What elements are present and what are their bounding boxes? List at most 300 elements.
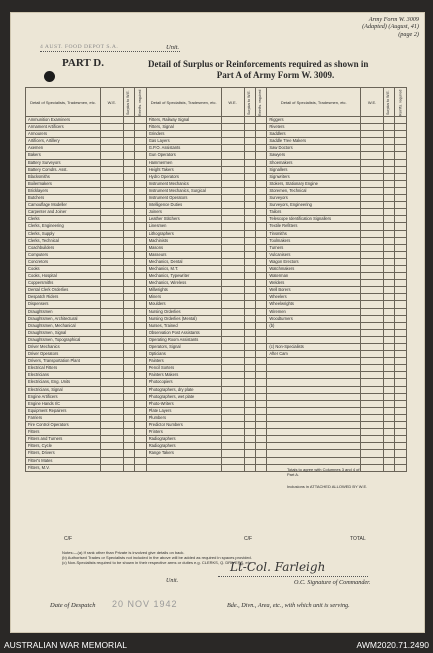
we-cell: [221, 386, 244, 393]
we-cell: [100, 429, 123, 436]
table-row: [26, 429, 407, 436]
surplus-cell: [244, 180, 255, 187]
specialist-cell: Fitters, Cycle: [26, 443, 101, 450]
reinf-cell: [255, 145, 266, 152]
reinf-cell: [395, 117, 407, 124]
punch-hole: [44, 71, 55, 82]
reinf-cell: [135, 258, 146, 265]
reinf-cell: [255, 322, 266, 329]
reinf-cell: [135, 344, 146, 351]
we-cell: [221, 372, 244, 379]
specialist-cell: Boilermakers: [26, 180, 101, 187]
we-cell: [100, 187, 123, 194]
specialist-cell: Cooks: [26, 265, 101, 272]
reinf-cell: [395, 244, 407, 251]
specialist-cell: [267, 372, 361, 379]
footer-institution: AUSTRALIAN WAR MEMORIAL: [4, 640, 127, 650]
reinf-cell: [135, 209, 146, 216]
we-cell: [361, 393, 384, 400]
surplus-cell: [244, 187, 255, 194]
surplus-cell: [383, 336, 394, 343]
surplus-cell: [244, 195, 255, 202]
we-cell: [361, 202, 384, 209]
surplus-cell: [383, 265, 394, 272]
we-cell: [221, 301, 244, 308]
specialist-cell: Engine Hands I/C: [26, 400, 101, 407]
we-cell: [361, 329, 384, 336]
surplus-cell: [123, 365, 134, 372]
reinf-cell: [255, 400, 266, 407]
we-cell: [361, 138, 384, 145]
surplus-cell: [244, 386, 255, 393]
we-cell: [221, 315, 244, 322]
reinf-cell: [395, 187, 407, 194]
specialist-cell: Pencil Sorters: [146, 365, 221, 372]
surplus-cell: [383, 216, 394, 223]
we-cell: [221, 351, 244, 358]
surplus-cell: [383, 443, 394, 450]
we-cell: [100, 322, 123, 329]
reinf-cell: [255, 138, 266, 145]
surplus-cell: [383, 166, 394, 173]
we-cell: [361, 322, 384, 329]
table-row: [26, 386, 407, 393]
reinf-cell: [395, 195, 407, 202]
surplus-cell: [383, 393, 394, 400]
specialist-cell: Fitters, Signal: [146, 124, 221, 131]
reinf-cell: [135, 464, 146, 471]
we-cell: [100, 237, 123, 244]
surplus-cell: [123, 195, 134, 202]
we-cell: [221, 358, 244, 365]
surplus-cell: [244, 322, 255, 329]
surplus-cell: [244, 251, 255, 258]
specialist-cell: [267, 386, 361, 393]
specialist-cell: Engine Artificers: [26, 393, 101, 400]
reinf-cell: [135, 400, 146, 407]
surplus-cell: [383, 407, 394, 414]
we-cell: [221, 265, 244, 272]
surplus-cell: [244, 344, 255, 351]
reinf-cell: [395, 464, 407, 471]
we-cell: [100, 365, 123, 372]
we-cell: [221, 166, 244, 173]
surplus-cell: [244, 351, 255, 358]
specialist-cell: Surveyors: [267, 195, 361, 202]
col-header-we: W.E.: [221, 88, 244, 117]
surplus-cell: [383, 301, 394, 308]
specialist-cell: [267, 436, 361, 443]
surplus-cell: [383, 436, 394, 443]
surplus-cell: [123, 400, 134, 407]
surplus-cell: [123, 244, 134, 251]
table-row: [26, 294, 407, 301]
form-adapted: (Adapted) (August, 41): [362, 23, 419, 31]
table-row: [26, 280, 407, 287]
reinf-cell: [135, 457, 146, 464]
surplus-cell: [383, 152, 394, 159]
col-header-specialists: Detail of Specialists, Tradesmen, etc.: [26, 88, 101, 117]
specialist-cell: Instrument Mechanics: [146, 180, 221, 187]
specialist-cell: Draughtsmen, Mechanical: [26, 322, 101, 329]
specialist-cell: Concretors: [26, 258, 101, 265]
we-cell: [100, 336, 123, 343]
notes: [62, 551, 252, 565]
specialist-cell: [267, 365, 361, 372]
specialist-cell: [267, 457, 361, 464]
specialist-cell: [267, 393, 361, 400]
specialist-cell: Camouflage Modeller: [26, 202, 101, 209]
surplus-cell: [244, 138, 255, 145]
reinf-cell: [135, 393, 146, 400]
we-cell: [221, 131, 244, 138]
surplus-cell: [123, 173, 134, 180]
we-cell: [361, 400, 384, 407]
we-cell: [361, 187, 384, 194]
surplus-cell: [123, 124, 134, 131]
reinf-cell: [255, 414, 266, 421]
surplus-cell: [244, 358, 255, 365]
we-cell: [100, 124, 123, 131]
we-cell: [361, 152, 384, 159]
reinf-cell: [395, 386, 407, 393]
table-row: [26, 152, 407, 159]
commander-signature: Lt-Col. Farleigh: [230, 560, 326, 574]
specialist-cell: Saddlers: [267, 131, 361, 138]
reinf-cell: [135, 351, 146, 358]
table-row: [26, 301, 407, 308]
reinf-cell: [135, 237, 146, 244]
specialist-cell: Driver Operators: [26, 351, 101, 358]
specialist-cell: Drivers, Transportation Plant: [26, 358, 101, 365]
reinf-cell: [135, 265, 146, 272]
reinf-cell: [135, 315, 146, 322]
specialist-cell: Radiographers: [146, 436, 221, 443]
we-cell: [221, 251, 244, 258]
col-header-we: W.E.: [361, 88, 384, 117]
reinf-cell: [135, 131, 146, 138]
surplus-cell: [383, 400, 394, 407]
surplus-cell: [123, 287, 134, 294]
we-cell: [221, 407, 244, 414]
specialist-cell: Draughtsmen, Topographical: [26, 336, 101, 343]
surplus-cell: [123, 429, 134, 436]
surplus-cell: [383, 358, 394, 365]
surplus-cell: [123, 308, 134, 315]
specialist-cell: Telescope Identification Signallers: [267, 216, 361, 223]
reinf-cell: [395, 216, 407, 223]
col-header-surplus: Surplus to W.E.: [383, 88, 394, 117]
surplus-cell: [244, 308, 255, 315]
specialist-cell: Textile Refitters: [267, 223, 361, 230]
reinf-cell: [395, 273, 407, 280]
specialist-cell: Nursing Orderlies (Mental): [146, 315, 221, 322]
surplus-cell: [244, 202, 255, 209]
we-cell: [100, 450, 123, 457]
we-cell: [221, 124, 244, 131]
surplus-cell: [383, 173, 394, 180]
specialist-cell: [267, 414, 361, 421]
we-cell: [361, 230, 384, 237]
col-header-we: W.E.: [100, 88, 123, 117]
reinf-cell: [395, 393, 407, 400]
we-cell: [361, 379, 384, 386]
specialist-cell: Plumbers: [146, 414, 221, 421]
table-row: [26, 372, 407, 379]
carried-forward-label: C/F: [64, 536, 73, 542]
surplus-cell: [383, 180, 394, 187]
surplus-cell: [383, 414, 394, 421]
we-cell: [100, 202, 123, 209]
specialist-cell: Instrument Operators: [146, 195, 221, 202]
reinf-cell: [395, 308, 407, 315]
unit-label-bottom: Unit.: [166, 578, 179, 584]
surplus-cell: [383, 315, 394, 322]
table-row: [26, 117, 407, 124]
reinf-cell: [255, 336, 266, 343]
specialist-cell: Cooks, Hospital: [26, 273, 101, 280]
surplus-cell: [244, 422, 255, 429]
reinf-cell: [135, 301, 146, 308]
surplus-cell: [123, 237, 134, 244]
surplus-cell: [244, 173, 255, 180]
table-row: [26, 414, 407, 421]
surplus-cell: [123, 223, 134, 230]
reinf-cell: [395, 301, 407, 308]
we-cell: [100, 443, 123, 450]
reinf-cell: [255, 457, 266, 464]
specialist-cell: Photographers, wet plate: [146, 393, 221, 400]
we-cell: [221, 443, 244, 450]
surplus-cell: [123, 372, 134, 379]
surplus-cell: [123, 329, 134, 336]
surplus-cell: [383, 464, 394, 471]
reinf-cell: [255, 223, 266, 230]
table-row: [26, 443, 407, 450]
specialist-cell: Surveyors, Engineering: [267, 202, 361, 209]
specialist-cell: Storemen, Technical: [267, 187, 361, 194]
reinf-cell: [255, 180, 266, 187]
reinf-cell: [135, 280, 146, 287]
surplus-cell: [244, 429, 255, 436]
reinf-cell: [255, 230, 266, 237]
table-row: [26, 287, 407, 294]
we-cell: [361, 145, 384, 152]
surplus-cell: [123, 258, 134, 265]
reinf-cell: [135, 230, 146, 237]
reinf-cell: [395, 258, 407, 265]
reinf-cell: [255, 237, 266, 244]
reinf-cell: [135, 152, 146, 159]
surplus-cell: [123, 414, 134, 421]
we-cell: [100, 358, 123, 365]
specialist-cell: Photocopiers: [146, 379, 221, 386]
reinf-cell: [255, 294, 266, 301]
we-cell: [361, 386, 384, 393]
table-row: [26, 358, 407, 365]
specialist-cell: Computers: [26, 251, 101, 258]
surplus-cell: [123, 322, 134, 329]
we-cell: [221, 450, 244, 457]
reinf-cell: [255, 195, 266, 202]
specialist-cell: Wheelers: [267, 294, 361, 301]
we-cell: [221, 202, 244, 209]
reinf-cell: [255, 117, 266, 124]
surplus-cell: [383, 273, 394, 280]
we-cell: [100, 436, 123, 443]
surplus-cell: [123, 386, 134, 393]
we-cell: [221, 329, 244, 336]
table-row: [26, 202, 407, 209]
we-cell: [221, 195, 244, 202]
specialist-cell: Operators, Signal: [146, 344, 221, 351]
we-cell: [221, 414, 244, 421]
table-row: [26, 315, 407, 322]
reinf-cell: [395, 365, 407, 372]
surplus-cell: [383, 145, 394, 152]
specialist-cell: Wheelwrights: [267, 301, 361, 308]
we-cell: [100, 223, 123, 230]
specialist-cell: Machinists: [146, 237, 221, 244]
specialist-cell: Turners: [267, 244, 361, 251]
we-cell: [100, 393, 123, 400]
table-header-row: [26, 88, 407, 117]
specialist-cell: Electrical Fitters: [26, 365, 101, 372]
specialist-cell: Farriers: [26, 414, 101, 421]
reinf-cell: [395, 138, 407, 145]
surplus-cell: [383, 124, 394, 131]
reinf-cell: [135, 187, 146, 194]
surplus-cell: [383, 457, 394, 464]
reinf-cell: [135, 145, 146, 152]
we-cell: [100, 308, 123, 315]
we-cell: [100, 464, 123, 471]
reinf-cell: [135, 124, 146, 131]
we-cell: [221, 344, 244, 351]
reinf-cell: [135, 422, 146, 429]
specialist-cell: [146, 464, 221, 471]
surplus-cell: [123, 450, 134, 457]
surplus-cell: [244, 400, 255, 407]
surplus-cell: [383, 117, 394, 124]
surplus-cell: [383, 365, 394, 372]
we-cell: [361, 457, 384, 464]
specialist-cell: Predictor Numbers: [146, 422, 221, 429]
we-cell: [221, 294, 244, 301]
reinf-cell: [395, 287, 407, 294]
totals-label: Totals to agree with Columnes 3 and 4 of Part A.: [287, 467, 360, 477]
formation-label: Bde., Divn., Area, etc., with which unit is serving.: [227, 602, 350, 609]
we-cell: [100, 287, 123, 294]
we-cell: [100, 351, 123, 358]
we-cell: [361, 195, 384, 202]
specialist-cell: Gas Layers: [146, 138, 221, 145]
reinf-cell: [255, 464, 266, 471]
form-reference: [362, 16, 419, 38]
col-header-reinf: Reinfts. required: [395, 88, 407, 117]
we-cell: [361, 351, 384, 358]
we-cell: [100, 273, 123, 280]
surplus-cell: [244, 407, 255, 414]
surplus-cell: [383, 209, 394, 216]
specialist-cell: Miners: [146, 294, 221, 301]
we-cell: [361, 308, 384, 315]
surplus-cell: [123, 280, 134, 287]
heading-line-1: Detail of Surplus or Reinforcements required as shown in: [148, 59, 369, 69]
reinf-cell: [135, 450, 146, 457]
we-cell: [100, 244, 123, 251]
reinf-cell: [255, 422, 266, 429]
reinf-cell: [135, 159, 146, 166]
table-row: [26, 400, 407, 407]
specialist-cell: Draughtsmen: [26, 308, 101, 315]
reinf-cell: [395, 322, 407, 329]
surplus-cell: [244, 365, 255, 372]
we-cell: [361, 414, 384, 421]
specialist-cell: Nurses, Trained: [146, 322, 221, 329]
reinf-cell: [255, 315, 266, 322]
surplus-cell: [383, 308, 394, 315]
reinf-cell: [395, 329, 407, 336]
unit-label: Unit.: [166, 44, 180, 51]
specialist-cell: Clerks, Engineering: [26, 223, 101, 230]
reinf-cell: [395, 443, 407, 450]
surplus-cell: [123, 117, 134, 124]
we-cell: [221, 244, 244, 251]
specialist-cell: Woodturners: [267, 315, 361, 322]
specialist-cell: Coachbuilders: [26, 244, 101, 251]
specialist-cell: Bricklayers: [26, 187, 101, 194]
specialist-cell: Artificers, Artillery: [26, 138, 101, 145]
we-cell: [221, 223, 244, 230]
reinf-cell: [135, 294, 146, 301]
we-cell: [361, 173, 384, 180]
specialist-cell: Height Takers: [146, 166, 221, 173]
surplus-cell: [383, 159, 394, 166]
reinf-cell: [395, 315, 407, 322]
we-cell: [100, 209, 123, 216]
specialist-cell: Despatch Riders: [26, 294, 101, 301]
specialist-cell: Radiographers: [146, 443, 221, 450]
we-cell: [361, 159, 384, 166]
reinf-cell: [395, 173, 407, 180]
surplus-cell: [244, 230, 255, 237]
we-cell: [361, 344, 384, 351]
surplus-cell: [244, 216, 255, 223]
table-row: [26, 265, 407, 272]
specialist-cell: Hydro Operators: [146, 173, 221, 180]
surplus-cell: [123, 152, 134, 159]
specialist-cell: Clerks: [26, 216, 101, 223]
specialist-cell: Battery Surveyors: [26, 159, 101, 166]
surplus-cell: [244, 280, 255, 287]
specialist-cell: Mechanics, Typewriter: [146, 273, 221, 280]
reinf-cell: [395, 344, 407, 351]
we-cell: [100, 152, 123, 159]
surplus-cell: [383, 329, 394, 336]
surplus-cell: [244, 287, 255, 294]
specialist-cell: Saw Doctors: [267, 145, 361, 152]
specialist-cell: Wagon Erectors: [267, 258, 361, 265]
surplus-cell: [244, 265, 255, 272]
we-cell: [100, 457, 123, 464]
specialist-cell: [146, 457, 221, 464]
reinf-cell: [395, 166, 407, 173]
we-cell: [100, 386, 123, 393]
surplus-cell: [123, 301, 134, 308]
specialist-cell: Tinsmiths: [267, 230, 361, 237]
specialist-cell: (b): [267, 322, 361, 329]
